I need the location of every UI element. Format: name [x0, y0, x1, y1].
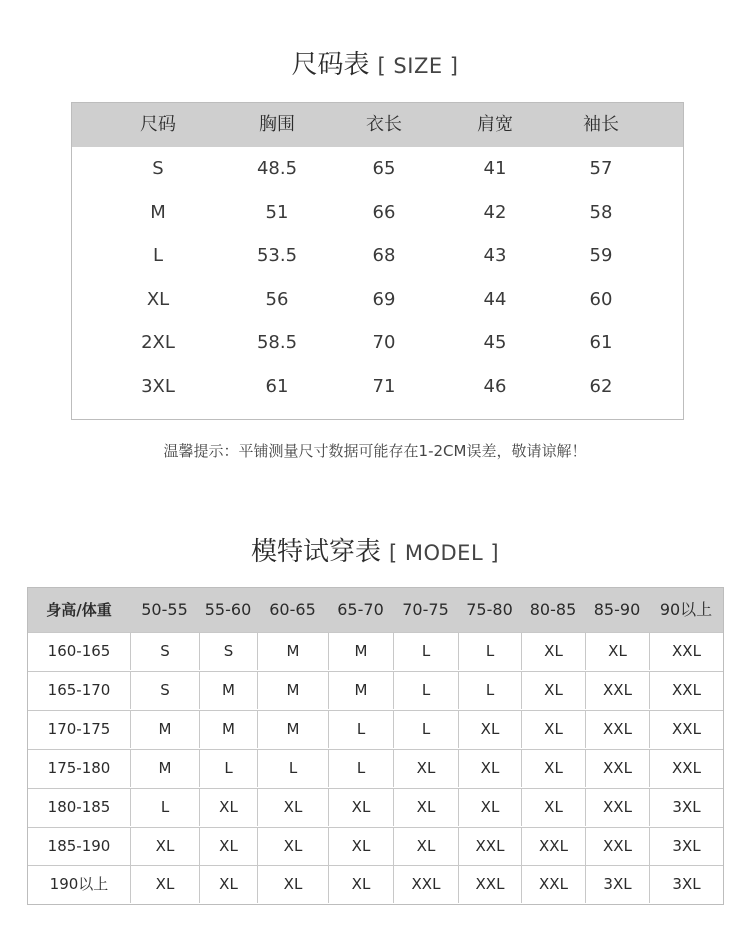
- recommended-size-cell: XXL: [585, 711, 649, 748]
- recommended-size-cell: M: [328, 672, 393, 709]
- recommended-size-cell: XXL: [649, 633, 723, 670]
- recommended-size-cell: XXL: [458, 828, 521, 865]
- recommended-size-cell: XXL: [585, 672, 649, 709]
- height-range-cell: 175-180: [47, 758, 111, 777]
- recommended-size-cell: XXL: [585, 789, 649, 826]
- size-table-cell: 46: [483, 376, 507, 397]
- size-table-row: [72, 365, 683, 409]
- size-table-cell: 42: [483, 201, 507, 223]
- model-chart-title: [0, 531, 750, 568]
- recommended-size-cell: XXL: [585, 750, 649, 787]
- recommended-size-cell: 3XL: [649, 789, 723, 826]
- size-table-cell: 66: [372, 201, 396, 223]
- recommended-size-cell: XL: [199, 866, 257, 903]
- model-table-row: [28, 749, 723, 787]
- recommended-size-cell: XL: [585, 633, 649, 670]
- recommended-size-cell: XXL: [649, 750, 723, 787]
- recommended-size-cell: XL: [521, 672, 585, 709]
- recommended-size-cell: S: [130, 633, 199, 670]
- model-table-row: [28, 710, 723, 748]
- size-table-cell: 59: [589, 245, 613, 267]
- size-table-cell: 62: [589, 376, 613, 397]
- header-weight-range: 60-65: [269, 600, 316, 619]
- model-table-row: [28, 788, 723, 826]
- recommended-size-cell: XXL: [393, 866, 458, 903]
- recommended-size-cell: L: [393, 672, 458, 709]
- recommended-size-cell: XL: [328, 789, 393, 826]
- recommended-size-cell: XL: [130, 828, 199, 865]
- size-table-cell: 44: [483, 288, 507, 310]
- size-table-cell: 57: [589, 158, 613, 179]
- size-table-cell: 43: [483, 245, 507, 267]
- size-table-cell: M: [150, 201, 166, 223]
- recommended-size-cell: XL: [257, 789, 328, 826]
- recommended-size-cell: M: [199, 672, 257, 709]
- size-table-cell: 53.5: [256, 245, 298, 267]
- size-table-cell: 45: [483, 332, 507, 354]
- recommended-size-cell: L: [458, 633, 521, 670]
- size-table-cell: 60: [589, 288, 613, 310]
- model-table-row: [28, 671, 723, 709]
- height-range-cell: 160-165: [47, 642, 111, 660]
- model-table-row: [28, 632, 723, 670]
- recommended-size-cell: XL: [393, 789, 458, 826]
- header-weight-range: 75-80: [466, 600, 513, 619]
- size-table-row: [72, 321, 683, 365]
- recommended-size-cell: XXL: [649, 672, 723, 709]
- header-weight-range: 70-75: [402, 600, 449, 619]
- recommended-size-cell: XL: [199, 789, 257, 826]
- size-table-cell: L: [152, 245, 164, 267]
- size-table-row: [72, 191, 683, 235]
- recommended-size-cell: XXL: [458, 866, 521, 903]
- header-weight-range: 65-70: [337, 600, 384, 619]
- header-weight-range: 50-55: [141, 600, 188, 619]
- recommended-size-cell: M: [257, 711, 328, 748]
- recommended-size-cell: XL: [521, 633, 585, 670]
- recommended-size-cell: S: [130, 672, 199, 709]
- header-chest: 胸围: [259, 114, 295, 135]
- recommended-size-cell: L: [393, 633, 458, 670]
- recommended-size-cell: M: [130, 750, 199, 787]
- model-table-row: [28, 827, 723, 865]
- height-range-cell: 190以上: [49, 875, 109, 894]
- size-table-cell: 61: [265, 376, 289, 397]
- recommended-size-cell: 3XL: [585, 866, 649, 903]
- recommended-size-cell: S: [199, 633, 257, 670]
- size-table-cell: 2XL: [141, 332, 175, 354]
- recommended-size-cell: M: [257, 672, 328, 709]
- size-table-cell: 51: [265, 201, 289, 223]
- recommended-size-cell: XL: [199, 828, 257, 865]
- size-table-cell: 48.5: [256, 158, 298, 179]
- header-weight-range: 90以上: [659, 600, 713, 619]
- size-table-cell: 68: [372, 245, 396, 267]
- size-table-cell: 70: [372, 332, 396, 354]
- size-table-cell: 3XL: [141, 376, 175, 397]
- size-table-cell: XL: [146, 288, 170, 310]
- model-table-header: [28, 588, 723, 632]
- recommended-size-cell: XL: [328, 828, 393, 865]
- height-range-cell: 170-175: [47, 719, 111, 738]
- recommended-size-cell: L: [393, 711, 458, 748]
- recommended-size-cell: XL: [130, 866, 199, 903]
- recommended-size-cell: M: [130, 711, 199, 748]
- size-table-cell: 71: [372, 376, 396, 397]
- size-chart-title-cn: 尺码表: [291, 50, 370, 80]
- model-chart-title-cn: 模特试穿表: [250, 537, 381, 567]
- recommended-size-cell: XXL: [521, 828, 585, 865]
- header-weight-range: 85-90: [593, 600, 641, 619]
- recommended-size-cell: 3XL: [649, 828, 723, 865]
- header-weight-range: 55-60: [204, 600, 252, 619]
- size-table-row: [72, 278, 683, 322]
- size-table-cell: 58: [589, 201, 613, 223]
- header-height-weight: 身高/体重: [46, 601, 112, 619]
- recommended-size-cell: L: [199, 750, 257, 787]
- recommended-size-cell: XL: [458, 789, 521, 826]
- header-weight-range: 80-85: [529, 600, 577, 619]
- size-chart-table: [71, 102, 684, 420]
- recommended-size-cell: XL: [393, 750, 458, 787]
- size-table-row: [72, 147, 683, 191]
- size-table-cell: 69: [372, 288, 396, 310]
- header-length: 衣长: [366, 114, 402, 135]
- recommended-size-cell: XL: [257, 866, 328, 903]
- size-table-cell: 65: [372, 158, 396, 179]
- recommended-size-cell: XL: [458, 711, 521, 748]
- recommended-size-cell: XL: [458, 750, 521, 787]
- recommended-size-cell: XXL: [649, 711, 723, 748]
- size-chart-title: [0, 44, 750, 81]
- size-table-row: [72, 234, 683, 278]
- height-range-cell: 165-170: [47, 680, 111, 699]
- size-table-cell: 41: [483, 158, 507, 179]
- recommended-size-cell: XL: [521, 750, 585, 787]
- recommended-size-cell: M: [199, 711, 257, 748]
- header-shoulder: 肩宽: [477, 114, 513, 135]
- recommended-size-cell: L: [328, 711, 393, 748]
- recommended-size-cell: XL: [328, 866, 393, 903]
- model-fit-table: [27, 587, 724, 905]
- model-table-row: [28, 865, 723, 903]
- recommended-size-cell: L: [328, 750, 393, 787]
- size-table-cell: 56: [265, 288, 289, 310]
- recommended-size-cell: XL: [257, 828, 328, 865]
- recommended-size-cell: XL: [521, 789, 585, 826]
- recommended-size-cell: L: [130, 789, 199, 826]
- size-table-cell: S: [152, 158, 164, 179]
- recommended-size-cell: XL: [521, 711, 585, 748]
- measurement-tip: 温馨提示：平铺测量尺寸数据可能存在1-2CM误差，敬请谅解！: [163, 442, 587, 460]
- size-table-cell: 58.5: [256, 332, 298, 354]
- size-table-header: [72, 103, 683, 147]
- size-table-cell: 61: [589, 332, 613, 354]
- recommended-size-cell: XXL: [521, 866, 585, 903]
- height-range-cell: 180-185: [47, 797, 111, 816]
- model-chart-title-en: [ MODEL ]: [388, 541, 500, 565]
- recommended-size-cell: M: [257, 633, 328, 670]
- recommended-size-cell: L: [458, 672, 521, 709]
- recommended-size-cell: 3XL: [649, 866, 723, 903]
- header-size: 尺码: [140, 114, 176, 135]
- recommended-size-cell: XXL: [585, 828, 649, 865]
- recommended-size-cell: M: [328, 633, 393, 670]
- size-chart-title-en: [ SIZE ]: [377, 54, 459, 78]
- header-sleeve: 袖长: [583, 114, 619, 135]
- recommended-size-cell: XL: [393, 828, 458, 865]
- height-range-cell: 185-190: [47, 836, 111, 855]
- recommended-size-cell: L: [257, 750, 328, 787]
